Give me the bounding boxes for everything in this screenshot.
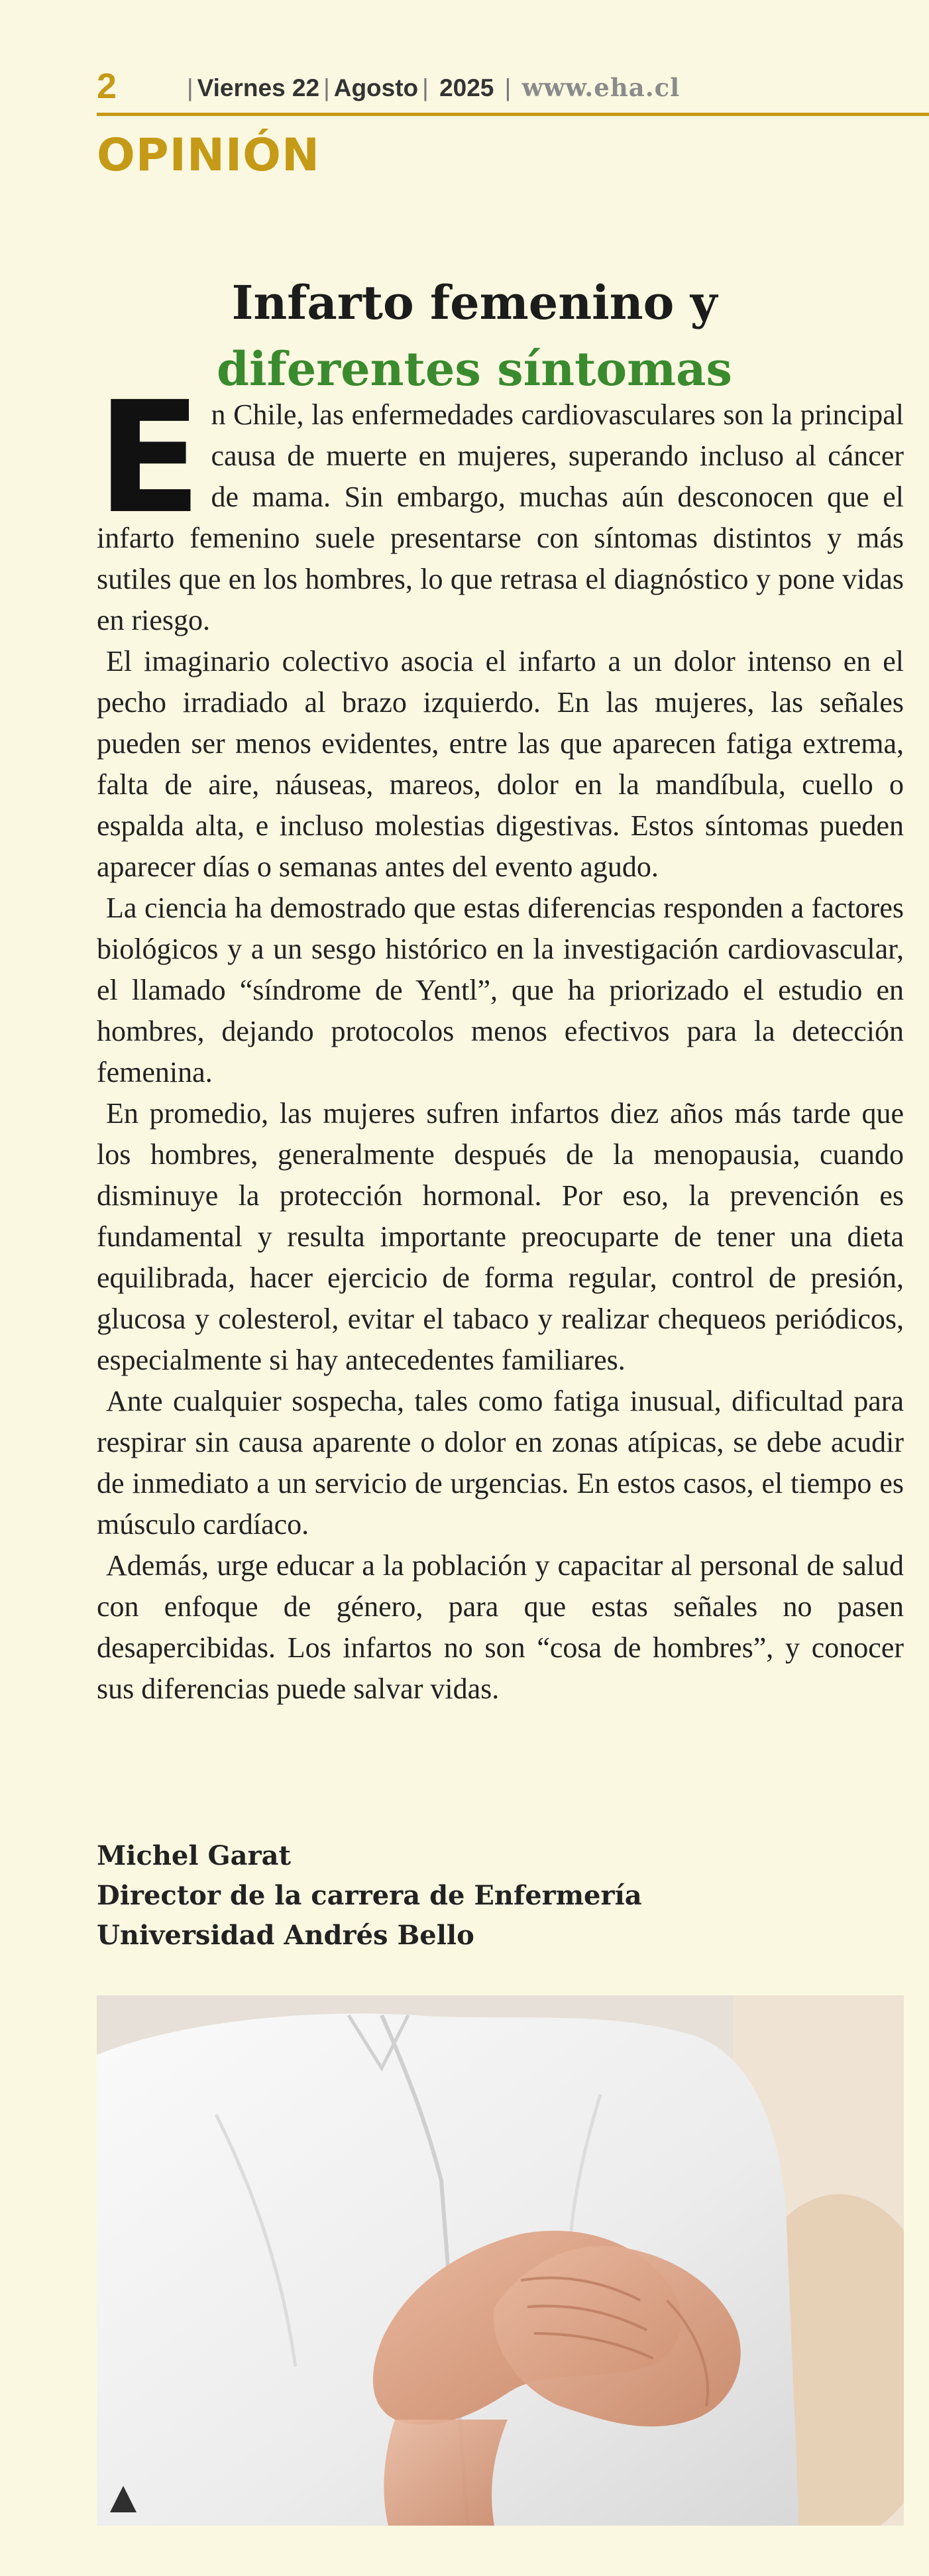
author-role: Director de la carrera de Enfermería [97, 1880, 642, 1911]
section-label: OPINIÓN [97, 129, 320, 182]
issue-month: Agosto [333, 74, 419, 101]
article-title-line2: diferentes síntomas [217, 341, 732, 396]
article-body [97, 369, 904, 1710]
drop-cap: E [97, 369, 202, 548]
article-paragraph: La ciencia ha demostrado que estas diferencias responden a factores biológicos y a un sesgo histórico en la investigación cardiovascular, el llamado “síndrome de Yentl”, que ha priorizado el estudio en hombres, dejando protocolos menos efectivos para la detección femenina. [97, 892, 904, 1088]
separator: | [323, 74, 330, 101]
separator: | [422, 74, 429, 101]
author-name: Michel Garat [97, 1840, 292, 1871]
issue-date-line [183, 72, 680, 104]
page-header [97, 66, 929, 119]
article-title [97, 270, 852, 402]
article-paragraph: El imaginario colectivo asocia el infarto a un dolor intenso en el pecho irradiado al brazo izquierdo. En las mujeres, las señales pueden ser menos evidentes, entre las que aparecen fatiga extrema, falta de aire, náuseas, mareos, dolor en la mandíbula, cuello o espalda alta, e incluso molestias digestivas. Estos síntomas pueden aparecer días o semanas antes del evento agudo. [97, 645, 904, 883]
issue-year: 2025 [439, 74, 494, 101]
article-title-line1: Infarto femenino y [231, 274, 718, 330]
article-paragraph [97, 369, 904, 641]
separator: | [187, 74, 193, 101]
article-paragraph: Ante cualquier sospecha, tales como fatiga inusual, dificultad para respirar sin causa aparente o dolor en zonas atípicas, se debe acudir de inmediato a un servicio de urgencias. En estos casos, el tiempo es músculo cardíaco. [97, 1385, 904, 1541]
issue-weekday: Viernes 22 [197, 74, 320, 101]
page-number: 2 [97, 66, 117, 106]
article-paragraph: Además, urge educar a la población y capacitar al personal de salud con enfoque de género, para que estas señales no pasen desapercibidas. Los infartos no son “cosa de hombres”, y conocer sus diferencias puede salvar vidas. [97, 1549, 904, 1705]
article-photo [97, 1995, 904, 2526]
author-signature [97, 1836, 642, 1956]
author-institution: Universidad Andrés Bello [97, 1920, 474, 1951]
website-link[interactable]: www.eha.cl [521, 73, 681, 102]
header-divider [97, 113, 929, 116]
article-paragraph: En promedio, las mujeres sufren infartos diez años más tarde que los hombres, generalmente después de la menopausia, cuando disminuye la protección hormonal. Por eso, la prevención es fundamental y resulta importante preocuparte de tener una dieta equilibrada, hacer ejercicio de forma regular, control de presión, glucosa y colesterol, evitar el tabaco y realizar chequeos periódicos, especialmente si hay antecedentes familiares. [97, 1097, 904, 1376]
paragraph-text: n Chile, las enfermedades cardiovasculares son la principal causa de muerte en mujeres, superando incluso al cáncer de mama. Sin embargo, muchas aún desconocen que el infarto femenino suele presentarse con síntomas distintos y más sutiles que en los hombres, lo que retrasa el diagnóstico y pone vidas en riesgo. [97, 398, 904, 636]
woman-chest-pain-illustration [97, 1995, 904, 2526]
separator: | [504, 74, 512, 101]
